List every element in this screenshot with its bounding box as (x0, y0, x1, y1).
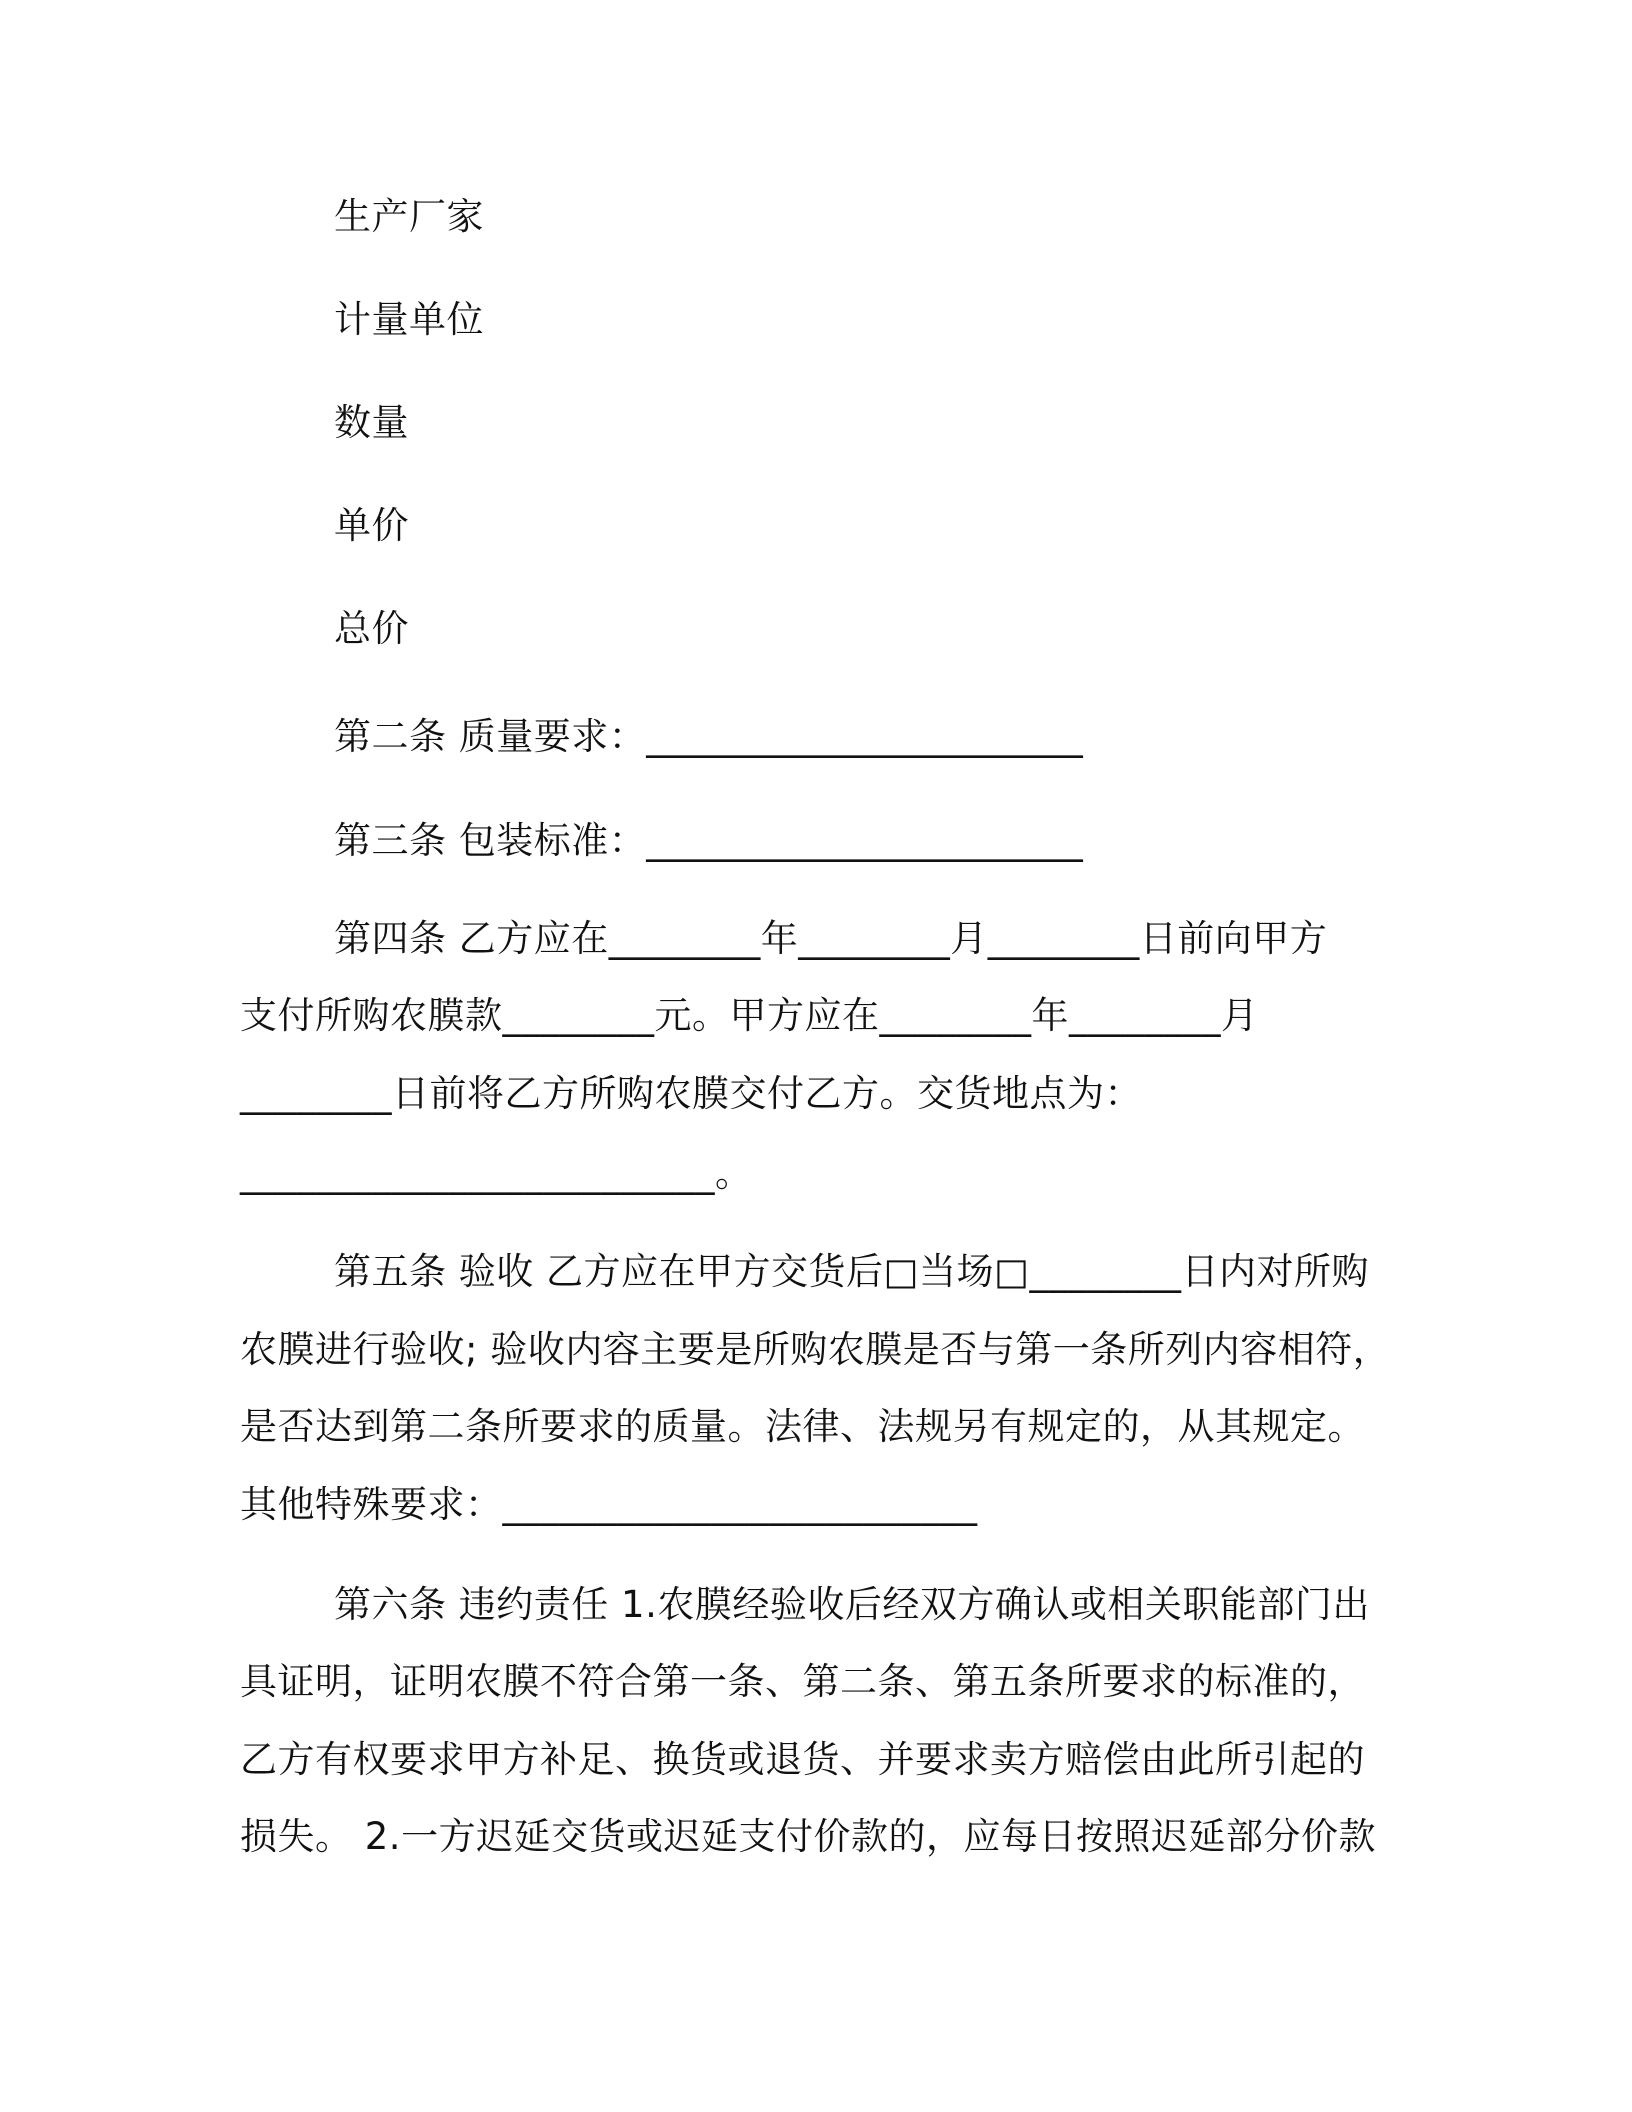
article-3-packaging: 第三条 包装标准：_______________________ (334, 819, 1084, 862)
article-6-line-4: 损失。 2.一方迟延交货或迟延支付价款的，应每日按照迟延部分价款 (240, 1815, 1377, 1858)
article-5-line-4: 其他特殊要求：_________________________ (240, 1483, 978, 1526)
article-4-line-1: 第四条 乙方应在________年________月________日前向甲方 (334, 917, 1328, 960)
article-5-line-2: 农膜进行验收; 验收内容主要是所购农膜是否与第一条所列内容相符， (240, 1328, 1391, 1371)
item-unit-of-measure: 计量单位 (334, 298, 484, 341)
article-4-line-4: _________________________。 (240, 1152, 753, 1195)
article-5-line-3: 是否达到第二条所要求的质量。法律、法规另有规定的，从其规定。 (240, 1405, 1365, 1448)
item-quantity: 数量 (334, 401, 409, 444)
article-6-line-2: 具证明，证明农膜不符合第一条、第二条、第五条所要求的标准的， (240, 1660, 1365, 1703)
article-4-line-3: ________日前将乙方所购农膜交付乙方。交货地点为： (240, 1072, 1142, 1115)
item-total-price: 总价 (334, 607, 409, 650)
item-unit-price: 单价 (334, 504, 409, 547)
article-2-quality: 第二条 质量要求：_______________________ (334, 715, 1084, 758)
article-6-line-1: 第六条 违约责任 1.农膜经验收后经双方确认或相关职能部门出 (334, 1583, 1370, 1626)
article-4-line-2: 支付所购农膜款________元。甲方应在________年________月 (240, 994, 1259, 1037)
article-5-line-1: 第五条 验收 乙方应在甲方交货后□当场□________日内对所购 (334, 1250, 1369, 1293)
item-manufacturer: 生产厂家 (334, 195, 484, 238)
article-6-line-3: 乙方有权要求甲方补足、换货或退货、并要求卖方赔偿由此所引起的 (240, 1738, 1365, 1781)
